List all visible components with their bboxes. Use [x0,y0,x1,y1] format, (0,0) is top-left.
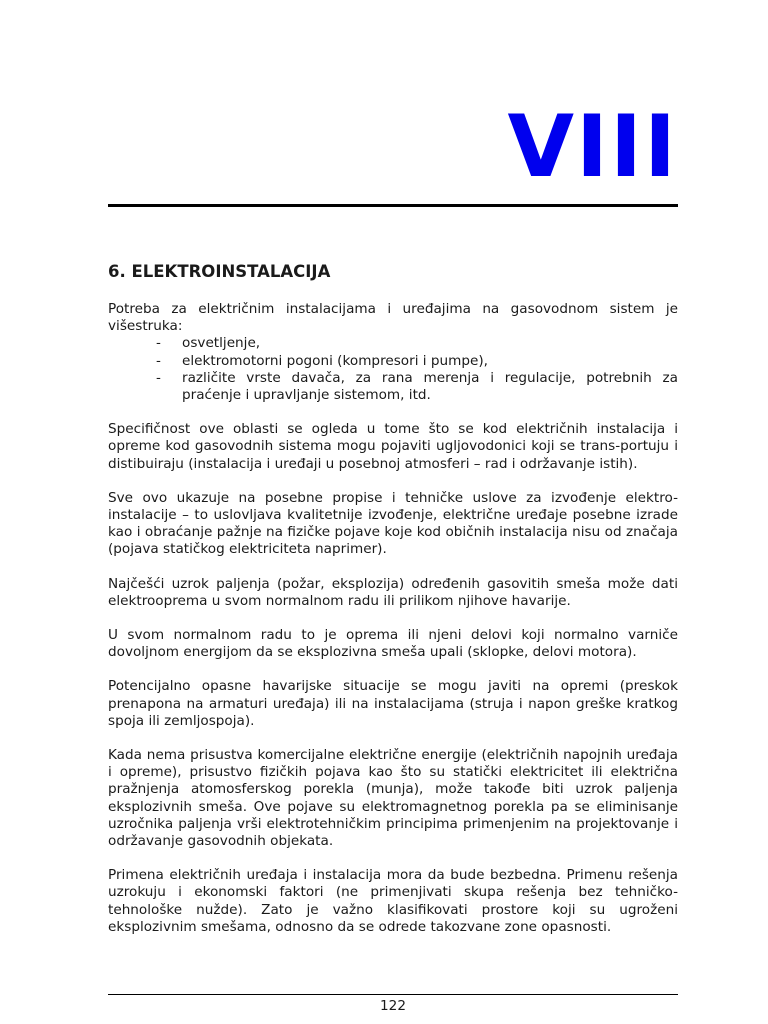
paragraph: U svom normalnom radu to je oprema ili njeni delovi koji normalno varniče dovoljnom energijom da se eksplozivna smeša upali (sklopke, delovi motora). [108,627,678,661]
header-rule [108,204,678,207]
bullet-text: osvetljenje, [182,335,261,352]
bullet-dash: - [156,352,161,369]
bullet-dash: - [156,335,161,352]
footer-rule [108,994,678,995]
page-number: 122 [380,998,406,1014]
list-item [108,335,678,352]
intro-paragraph: Potreba za električnim instalacijama i uređajima na gasovodnom sistem je višestruka: [108,301,678,335]
paragraph: Sve ovo ukazuje na posebne propise i tehničke uslove za izvođenje elektro-instalacije – to uslovljava kvalitetnije izvođenje, električne uređaje posebne izrade kao i obraćanje pažnje na fizičke pojave koje kod običnih instalacija nisu od značaja (pojava statičkog elektriciteta naprimer). [108,489,678,558]
bullet-dash: - [156,369,161,386]
paragraph: Potencijalno opasne havarijske situacije se mogu javiti na opremi (preskok prenapona na armaturi uređaja) ili na instalacijama (struja i napon greške kratkog spoja ili zemljospoja). [108,678,678,729]
bullet-list [108,335,678,404]
paragraph: Specifičnost ove oblasti se ogleda u tome što se kod električnih instalacija i opreme kod gasovodnih sistema mogu pojaviti ugljovodonici koji se trans-portuju i distibuiraju (instalacija i uređaji u posebnoj atmosferi – rad i održavanje istih). [108,421,678,472]
bullet-text: elektromotorni pogoni (kompresori i pumpe), [182,352,489,369]
paragraph: Najčešći uzrok paljenja (požar, eksplozija) određenih gasovitih smeša može dati elektrooprema u svom normalnom radu ili prilikom njihove havarije. [108,575,678,609]
section-heading: 6. ELEKTROINSTALACIJA [108,262,331,281]
list-item [108,370,678,404]
chapter-number: VIII [507,97,678,197]
body-text [108,301,678,953]
paragraph: Primena električnih uređaja i instalacija mora da bude bezbedna. Primenu rešenja uzrokuju i ekonomski faktori (ne primenjivati skupa rešenja bez tehničko-tehnološke nužde). Zato je važno klasifikovati prostore koji su ugroženi eksplozivnim smešama, odnosno da se odrede takozvane zone opasnosti. [108,867,678,935]
document-page [108,0,678,1024]
paragraph: Kada nema prisustva komercijalne električne energije (električnih napojnih uređaja i opreme), prisustvo fizičkih pojava kao što su statički elektricitet ili električna pražnjenja atomosferskog porekla (munja), može takođe biti uzrok paljenja eksplozivnih smeša. Ove pojave su elektromagnetnog porekla pa se eliminisanje uzročnika paljenja vrši elektrotehničkim principima primenjenim na projektovanje i održavanje gasovodnih objekata. [108,747,678,850]
list-item [108,353,678,370]
bullet-text: različite vrste davača, za rana merenja i regulacije, potrebnih za praćenje i upravljanje sistemom, itd. [182,369,678,404]
